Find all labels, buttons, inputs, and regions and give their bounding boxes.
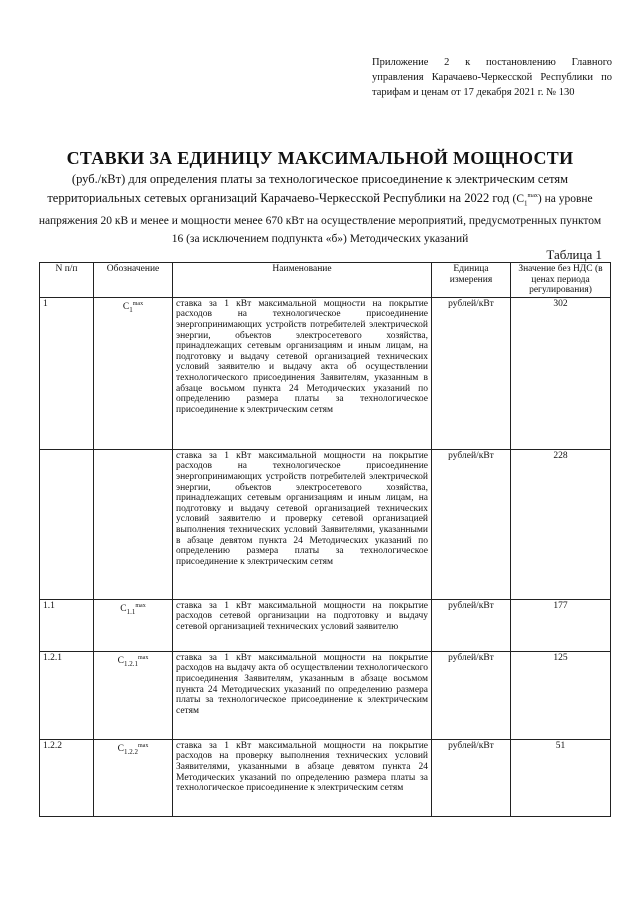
code-sub: 1.1	[126, 607, 136, 616]
row-description: ставка за 1 кВт максимальной мощности на покрытие расходов на технологическое присоединение энергопринимающих устройств потребителей электрической энергии, объектов электросетевого хозяйства, принадлежащих сетевым организациям и иным лицам, на подготовку и выдачу сетевой организацией технических условий заявителю и проверку сетевой организацией выполнения технических условий Заявителями, указанными в абзаце девятом пункта 24 Методических указаний по определению размера платы за технологическое присоединение к электрическим сетям	[173, 449, 432, 599]
subtitle-symbol: (C	[512, 192, 525, 205]
code-sup: max	[138, 742, 149, 749]
row-num: 1.1	[40, 599, 94, 651]
appendix-note: Приложение 2 к постановлению Главного управления Карачаево-Черкесской Республики по тарифам и ценам от 17 декабря 2021 г. № 130	[372, 57, 612, 98]
subtitle-symbol-sup: max	[527, 193, 538, 199]
row-code	[94, 599, 173, 651]
header-unit: Единица измерения	[432, 263, 511, 298]
code-base: C	[122, 301, 130, 312]
rates-table	[39, 262, 611, 817]
row-code	[94, 651, 173, 739]
page-subtitle	[36, 171, 604, 248]
subtitle-symbol-sub: 1	[524, 199, 528, 208]
code-sup: max	[135, 602, 146, 609]
code-sub: 1	[129, 305, 133, 314]
table-row	[40, 449, 611, 599]
header-value: Значение без НДС (в ценах периода регулирования)	[511, 263, 611, 298]
header-code: Обозначение	[94, 263, 173, 298]
row-num: 1.2.2	[40, 739, 94, 816]
row-value: 228	[511, 449, 611, 599]
row-unit: рублей/кВт	[432, 739, 511, 816]
row-num: 1.2.1	[40, 651, 94, 739]
row-code	[94, 449, 173, 599]
header-name: Наименование	[173, 263, 432, 298]
code-base: C	[120, 603, 127, 614]
header-num: N п/п	[40, 263, 94, 298]
subtitle-line1: (руб./кВт) для определения платы за технологическое присоединение к электрическим сетям территориальных сетевых организаций Карачаево-Черкесской Республики на 2022 год	[47, 172, 569, 205]
subtitle-rest: ) на уровне напряжения 20 кВ и менее и мощности менее 670 кВт на осуществление мероприятий, предусмотренных пунктом 16 (за исключением подпункта «б») Методических указаний	[38, 192, 602, 246]
row-unit: рублей/кВт	[432, 297, 511, 449]
row-code	[94, 739, 173, 816]
code-base: C	[117, 743, 124, 754]
code-base: C	[117, 655, 124, 666]
code-sup: max	[138, 654, 149, 661]
row-description: ставка за 1 кВт максимальной мощности на покрытие расходов на технологическое присоединение энергопринимающих устройств потребителей электрической энергии, объектов электросетевого хозяйства, принадлежащих сетевым организациям и иным лицам, на подготовку и выдачу сетевой организацией технических условий заявителю и выдачу акта об осуществлении технологического присоединения Заявителям, указанным в абзаце восьмом пункта 24 Методических указаний по определению размера платы за технологическое присоединение к электрическим сетям	[173, 297, 432, 449]
row-description: ставка за 1 кВт максимальной мощности на покрытие расходов сетевой организации на подготовку и выдачу сетевой организацией технических условий заявителю	[173, 599, 432, 651]
page-title: СТАВКИ ЗА ЕДИНИЦУ МАКСИМАЛЬНОЙ МОЩНОСТИ	[66, 148, 574, 168]
row-value: 177	[511, 599, 611, 651]
table-header-row	[40, 263, 611, 298]
table-row	[40, 739, 611, 816]
code-sup: max	[132, 300, 144, 307]
table-row	[40, 297, 611, 449]
row-num: 1	[40, 297, 94, 449]
row-unit: рублей/кВт	[432, 599, 511, 651]
row-value: 125	[511, 651, 611, 739]
table-row	[40, 651, 611, 739]
row-unit: рублей/кВт	[432, 651, 511, 739]
table-row	[40, 599, 611, 651]
row-code	[94, 297, 173, 449]
row-unit: рублей/кВт	[432, 449, 511, 599]
row-num	[40, 449, 94, 599]
row-description: ставка за 1 кВт максимальной мощности на покрытие расходов на проверку выполнения технических условий Заявителями, указанными в абзаце девятом пункта 24 Методических указаний по определению размера платы за технологическое присоединение к электрическим сетям	[173, 739, 432, 816]
table-label: Таблица 1	[546, 247, 602, 262]
row-value: 51	[511, 739, 611, 816]
code-sub: 1.2.2	[124, 747, 138, 756]
code-sub: 1.2.1	[124, 659, 138, 668]
row-description: ставка за 1 кВт максимальной мощности на покрытие расходов на выдачу акта об осуществлении технологического присоединения Заявителям, указанным в абзаце восьмом пункта 24 Методических указаний по определению размера платы за технологическое присоединение к электрическим сетям	[173, 651, 432, 739]
row-value: 302	[511, 297, 611, 449]
